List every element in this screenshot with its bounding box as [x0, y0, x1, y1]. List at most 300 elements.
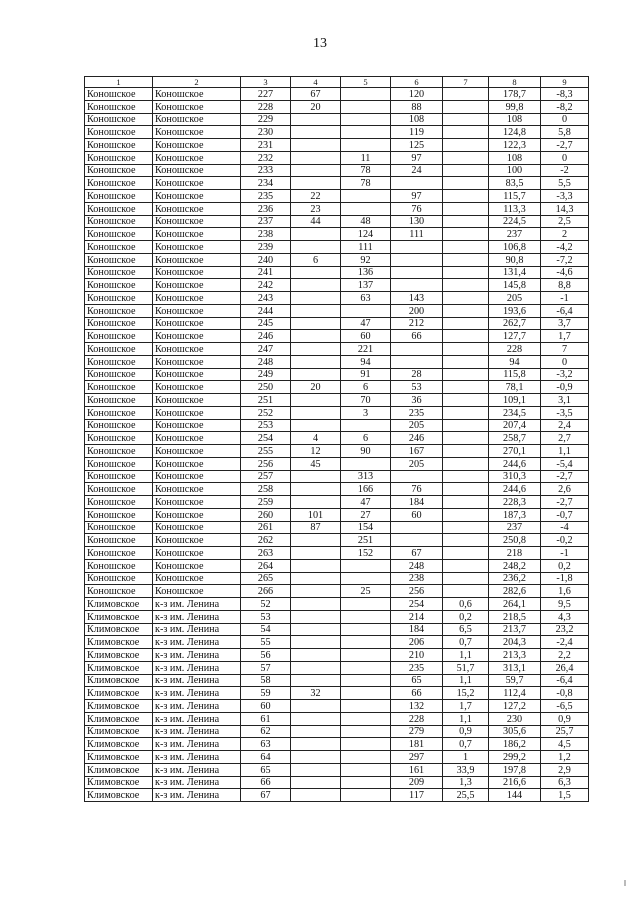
value-cell: 94	[341, 355, 391, 368]
value-cell: 124,8	[489, 126, 541, 139]
value-cell: 4,5	[541, 738, 589, 751]
table-row	[85, 687, 589, 700]
value-cell	[341, 457, 391, 470]
forestry-cell: Коношское	[85, 432, 153, 445]
value-cell: 184	[391, 623, 443, 636]
value-cell: 227	[241, 88, 291, 101]
table-row	[85, 406, 589, 419]
value-cell: 207,4	[489, 419, 541, 432]
forestry-cell: Климовское	[85, 636, 153, 649]
forestry-cell: Коношское	[85, 126, 153, 139]
value-cell: 92	[341, 253, 391, 266]
district-cell: Коношское	[153, 113, 241, 126]
value-cell	[341, 712, 391, 725]
value-cell: 262,7	[489, 317, 541, 330]
value-cell: 305,6	[489, 725, 541, 738]
value-cell: 253	[241, 419, 291, 432]
value-cell: 254	[241, 432, 291, 445]
column-number-cell: 6	[391, 77, 443, 88]
forestry-cell: Коношское	[85, 330, 153, 343]
table-row	[85, 164, 589, 177]
value-cell: 7	[541, 343, 589, 356]
value-cell	[443, 445, 489, 458]
table-row	[85, 228, 589, 241]
value-cell	[443, 470, 489, 483]
value-cell: 244,6	[489, 457, 541, 470]
value-cell: 14,3	[541, 202, 589, 215]
table-row	[85, 572, 589, 585]
district-cell: Коношское	[153, 406, 241, 419]
value-cell: 205	[391, 457, 443, 470]
value-cell: 101	[291, 508, 341, 521]
value-cell: 60	[241, 700, 291, 713]
value-cell: -8,2	[541, 100, 589, 113]
forestry-cell: Коношское	[85, 572, 153, 585]
value-cell	[291, 789, 341, 802]
value-cell	[443, 381, 489, 394]
value-cell: 152	[341, 547, 391, 560]
value-cell: 236	[241, 202, 291, 215]
value-cell: 0,7	[443, 738, 489, 751]
value-cell: 248,2	[489, 559, 541, 572]
value-cell	[341, 88, 391, 101]
value-cell: 106,8	[489, 241, 541, 254]
value-cell: 2	[541, 228, 589, 241]
table-row	[85, 100, 589, 113]
value-cell: 22	[291, 190, 341, 203]
value-cell: 23,2	[541, 623, 589, 636]
forestry-cell: Коношское	[85, 496, 153, 509]
value-cell	[291, 151, 341, 164]
table-row	[85, 253, 589, 266]
value-cell	[291, 228, 341, 241]
table-row	[85, 432, 589, 445]
value-cell	[443, 521, 489, 534]
forestry-cell: Коношское	[85, 368, 153, 381]
table-row	[85, 190, 589, 203]
value-cell: 209	[391, 776, 443, 789]
value-cell	[341, 751, 391, 764]
value-cell	[443, 279, 489, 292]
value-cell	[443, 177, 489, 190]
value-cell: 25,5	[443, 789, 489, 802]
forestry-cell: Климовское	[85, 674, 153, 687]
value-cell	[291, 470, 341, 483]
value-cell: 245	[241, 317, 291, 330]
value-cell	[443, 432, 489, 445]
forestry-cell: Климовское	[85, 623, 153, 636]
value-cell: 235	[391, 661, 443, 674]
value-cell: -6,4	[541, 674, 589, 687]
forestry-cell: Коношское	[85, 190, 153, 203]
value-cell: 67	[391, 547, 443, 560]
table-row	[85, 355, 589, 368]
value-cell	[291, 623, 341, 636]
table-header-row	[85, 77, 589, 88]
value-cell: 25	[341, 585, 391, 598]
value-cell: 115,8	[489, 368, 541, 381]
value-cell: 234	[241, 177, 291, 190]
table-row	[85, 419, 589, 432]
value-cell: 108	[489, 151, 541, 164]
value-cell: 24	[391, 164, 443, 177]
district-cell: Коношское	[153, 215, 241, 228]
value-cell: 205	[489, 292, 541, 305]
value-cell	[341, 304, 391, 317]
value-cell: 1,7	[541, 330, 589, 343]
value-cell: 76	[391, 483, 443, 496]
value-cell: 97	[391, 190, 443, 203]
value-cell	[291, 534, 341, 547]
value-cell: 6	[291, 253, 341, 266]
forestry-cell: Коношское	[85, 559, 153, 572]
table-row	[85, 674, 589, 687]
value-cell: 127,2	[489, 700, 541, 713]
value-cell: 136	[341, 266, 391, 279]
value-cell: -3,2	[541, 368, 589, 381]
forestry-cell: Климовское	[85, 598, 153, 611]
value-cell: 64	[241, 751, 291, 764]
value-cell	[291, 585, 341, 598]
value-cell: 313,1	[489, 661, 541, 674]
value-cell	[291, 598, 341, 611]
value-cell: 63	[241, 738, 291, 751]
value-cell: 61	[241, 712, 291, 725]
forestry-cell: Коношское	[85, 215, 153, 228]
district-cell: к-з им. Ленина	[153, 661, 241, 674]
forestry-cell: Коношское	[85, 279, 153, 292]
district-cell: Коношское	[153, 292, 241, 305]
district-cell: Коношское	[153, 368, 241, 381]
district-cell: Коношское	[153, 445, 241, 458]
value-cell: 66	[391, 330, 443, 343]
value-cell	[341, 126, 391, 139]
value-cell: 70	[341, 394, 391, 407]
value-cell: 251	[241, 394, 291, 407]
value-cell	[291, 725, 341, 738]
value-cell: 235	[241, 190, 291, 203]
value-cell	[341, 700, 391, 713]
value-cell	[341, 139, 391, 152]
value-cell: 237	[489, 228, 541, 241]
value-cell: 178,7	[489, 88, 541, 101]
value-cell	[341, 202, 391, 215]
value-cell: 257	[241, 470, 291, 483]
value-cell: 250,8	[489, 534, 541, 547]
district-cell: Коношское	[153, 177, 241, 190]
forestry-cell: Климовское	[85, 649, 153, 662]
value-cell	[341, 738, 391, 751]
forestry-cell: Климовское	[85, 789, 153, 802]
value-cell	[341, 636, 391, 649]
value-cell: 221	[341, 343, 391, 356]
value-cell: 1,5	[541, 789, 589, 802]
district-cell: к-з им. Ленина	[153, 725, 241, 738]
value-cell	[291, 419, 341, 432]
scan-mark	[624, 880, 626, 886]
table-row	[85, 636, 589, 649]
value-cell	[341, 789, 391, 802]
value-cell: 244	[241, 304, 291, 317]
value-cell: 2,5	[541, 215, 589, 228]
value-cell	[341, 598, 391, 611]
district-cell: Коношское	[153, 559, 241, 572]
value-cell	[291, 368, 341, 381]
value-cell: 232	[241, 151, 291, 164]
value-cell: 2,4	[541, 419, 589, 432]
value-cell	[341, 559, 391, 572]
district-cell: Коношское	[153, 483, 241, 496]
value-cell: 233	[241, 164, 291, 177]
district-cell: к-з им. Ленина	[153, 623, 241, 636]
value-cell	[391, 279, 443, 292]
value-cell: 90,8	[489, 253, 541, 266]
forestry-cell: Коношское	[85, 521, 153, 534]
page-number: 13	[313, 36, 327, 51]
value-cell: 230	[489, 712, 541, 725]
value-cell: 125	[391, 139, 443, 152]
value-cell: 28	[391, 368, 443, 381]
value-cell: 3,1	[541, 394, 589, 407]
value-cell: 256	[241, 457, 291, 470]
value-cell: 53	[241, 610, 291, 623]
value-cell: 246	[241, 330, 291, 343]
forestry-cell: Коношское	[85, 266, 153, 279]
table-row	[85, 215, 589, 228]
value-cell: 66	[241, 776, 291, 789]
value-cell: 62	[241, 725, 291, 738]
value-cell: 4	[291, 432, 341, 445]
table-row	[85, 789, 589, 802]
value-cell	[291, 406, 341, 419]
table-row	[85, 343, 589, 356]
value-cell: 119	[391, 126, 443, 139]
forestry-cell: Климовское	[85, 738, 153, 751]
value-cell: 0,9	[443, 725, 489, 738]
value-cell: 228	[489, 343, 541, 356]
table-row	[85, 508, 589, 521]
value-cell: 87	[291, 521, 341, 534]
forestry-cell: Коношское	[85, 381, 153, 394]
value-cell: 2,7	[541, 432, 589, 445]
value-cell: 279	[391, 725, 443, 738]
value-cell	[443, 151, 489, 164]
value-cell: 243	[241, 292, 291, 305]
value-cell: 234,5	[489, 406, 541, 419]
value-cell: -6,5	[541, 700, 589, 713]
district-cell: Коношское	[153, 432, 241, 445]
value-cell: 53	[391, 381, 443, 394]
table-row	[85, 330, 589, 343]
value-cell: 52	[241, 598, 291, 611]
value-cell	[443, 534, 489, 547]
forest-data-table	[84, 76, 589, 802]
district-cell: Коношское	[153, 585, 241, 598]
value-cell: 63	[341, 292, 391, 305]
value-cell: 137	[341, 279, 391, 292]
value-cell: 1,7	[443, 700, 489, 713]
column-number-cell: 2	[153, 77, 241, 88]
value-cell	[443, 100, 489, 113]
value-cell	[443, 547, 489, 560]
value-cell: 161	[391, 763, 443, 776]
value-cell	[341, 190, 391, 203]
value-cell: 78	[341, 177, 391, 190]
value-cell: 127,7	[489, 330, 541, 343]
forestry-cell: Коношское	[85, 317, 153, 330]
value-cell: 166	[341, 483, 391, 496]
value-cell	[291, 712, 341, 725]
value-cell: 228	[391, 712, 443, 725]
forestry-cell: Коношское	[85, 177, 153, 190]
value-cell: 197,8	[489, 763, 541, 776]
district-cell: Коношское	[153, 190, 241, 203]
value-cell	[291, 139, 341, 152]
forestry-cell: Коношское	[85, 394, 153, 407]
value-cell: 3,7	[541, 317, 589, 330]
district-cell: к-з им. Ленина	[153, 649, 241, 662]
value-cell: 228,3	[489, 496, 541, 509]
value-cell	[443, 88, 489, 101]
forestry-cell: Климовское	[85, 712, 153, 725]
table-row	[85, 139, 589, 152]
table-row	[85, 368, 589, 381]
district-cell: Коношское	[153, 355, 241, 368]
value-cell	[291, 355, 341, 368]
value-cell: 167	[391, 445, 443, 458]
value-cell	[291, 126, 341, 139]
table-row	[85, 279, 589, 292]
value-cell: 259	[241, 496, 291, 509]
value-cell: 108	[489, 113, 541, 126]
value-cell	[291, 330, 341, 343]
value-cell: 2,6	[541, 483, 589, 496]
forestry-cell: Коношское	[85, 100, 153, 113]
value-cell: 1,1	[541, 445, 589, 458]
table-row	[85, 113, 589, 126]
value-cell: 27	[341, 508, 391, 521]
table-row	[85, 610, 589, 623]
value-cell	[443, 126, 489, 139]
value-cell: 0,2	[541, 559, 589, 572]
value-cell	[291, 763, 341, 776]
value-cell: 1,1	[443, 674, 489, 687]
value-cell	[341, 661, 391, 674]
value-cell: 212	[391, 317, 443, 330]
value-cell	[291, 559, 341, 572]
table-row	[85, 496, 589, 509]
value-cell: 115,7	[489, 190, 541, 203]
value-cell	[391, 266, 443, 279]
value-cell: 6,3	[541, 776, 589, 789]
column-number-cell: 5	[341, 77, 391, 88]
value-cell: 242	[241, 279, 291, 292]
value-cell: 270,1	[489, 445, 541, 458]
value-cell	[443, 394, 489, 407]
district-cell: к-з им. Ленина	[153, 674, 241, 687]
value-cell: 265	[241, 572, 291, 585]
forestry-cell: Коношское	[85, 228, 153, 241]
table-row	[85, 623, 589, 636]
value-cell: -2,7	[541, 139, 589, 152]
table-row	[85, 292, 589, 305]
value-cell: 23	[291, 202, 341, 215]
forestry-cell: Коношское	[85, 470, 153, 483]
value-cell: 12	[291, 445, 341, 458]
forestry-cell: Коношское	[85, 304, 153, 317]
district-cell: Коношское	[153, 547, 241, 560]
table-row	[85, 738, 589, 751]
value-cell: 264	[241, 559, 291, 572]
value-cell: 67	[241, 789, 291, 802]
forestry-cell: Климовское	[85, 687, 153, 700]
value-cell: 1,1	[443, 712, 489, 725]
value-cell: 1,6	[541, 585, 589, 598]
district-cell: Коношское	[153, 202, 241, 215]
value-cell	[391, 343, 443, 356]
value-cell: 109,1	[489, 394, 541, 407]
value-cell	[391, 470, 443, 483]
value-cell: 237	[489, 521, 541, 534]
value-cell	[443, 343, 489, 356]
table-row	[85, 88, 589, 101]
district-cell: к-з им. Ленина	[153, 700, 241, 713]
value-cell: 5,5	[541, 177, 589, 190]
value-cell: 0	[541, 355, 589, 368]
value-cell: 249	[241, 368, 291, 381]
value-cell: 186,2	[489, 738, 541, 751]
district-cell: Коношское	[153, 126, 241, 139]
column-number-cell: 1	[85, 77, 153, 88]
table-row	[85, 202, 589, 215]
value-cell	[443, 190, 489, 203]
value-cell: 6,5	[443, 623, 489, 636]
value-cell: 228	[241, 100, 291, 113]
table-row	[85, 534, 589, 547]
value-cell: -0,8	[541, 687, 589, 700]
forestry-cell: Коношское	[85, 585, 153, 598]
forestry-cell: Коношское	[85, 508, 153, 521]
table-row	[85, 470, 589, 483]
value-cell: 213,3	[489, 649, 541, 662]
column-number-cell: 8	[489, 77, 541, 88]
table-row	[85, 304, 589, 317]
district-cell: к-з им. Ленина	[153, 712, 241, 725]
table-row	[85, 559, 589, 572]
forestry-cell: Коношское	[85, 253, 153, 266]
table-row	[85, 266, 589, 279]
value-cell	[443, 496, 489, 509]
value-cell: 6	[341, 381, 391, 394]
value-cell: 78,1	[489, 381, 541, 394]
value-cell	[443, 572, 489, 585]
forestry-cell: Коношское	[85, 151, 153, 164]
value-cell: 11	[341, 151, 391, 164]
value-cell: 251	[341, 534, 391, 547]
value-cell: 266	[241, 585, 291, 598]
value-cell: 111	[391, 228, 443, 241]
district-cell: к-з им. Ленина	[153, 776, 241, 789]
forestry-cell: Коношское	[85, 534, 153, 547]
value-cell: -1,8	[541, 572, 589, 585]
value-cell	[341, 100, 391, 113]
value-cell: 47	[341, 496, 391, 509]
value-cell	[341, 649, 391, 662]
table-row	[85, 649, 589, 662]
value-cell: 32	[291, 687, 341, 700]
value-cell	[443, 559, 489, 572]
value-cell	[443, 113, 489, 126]
